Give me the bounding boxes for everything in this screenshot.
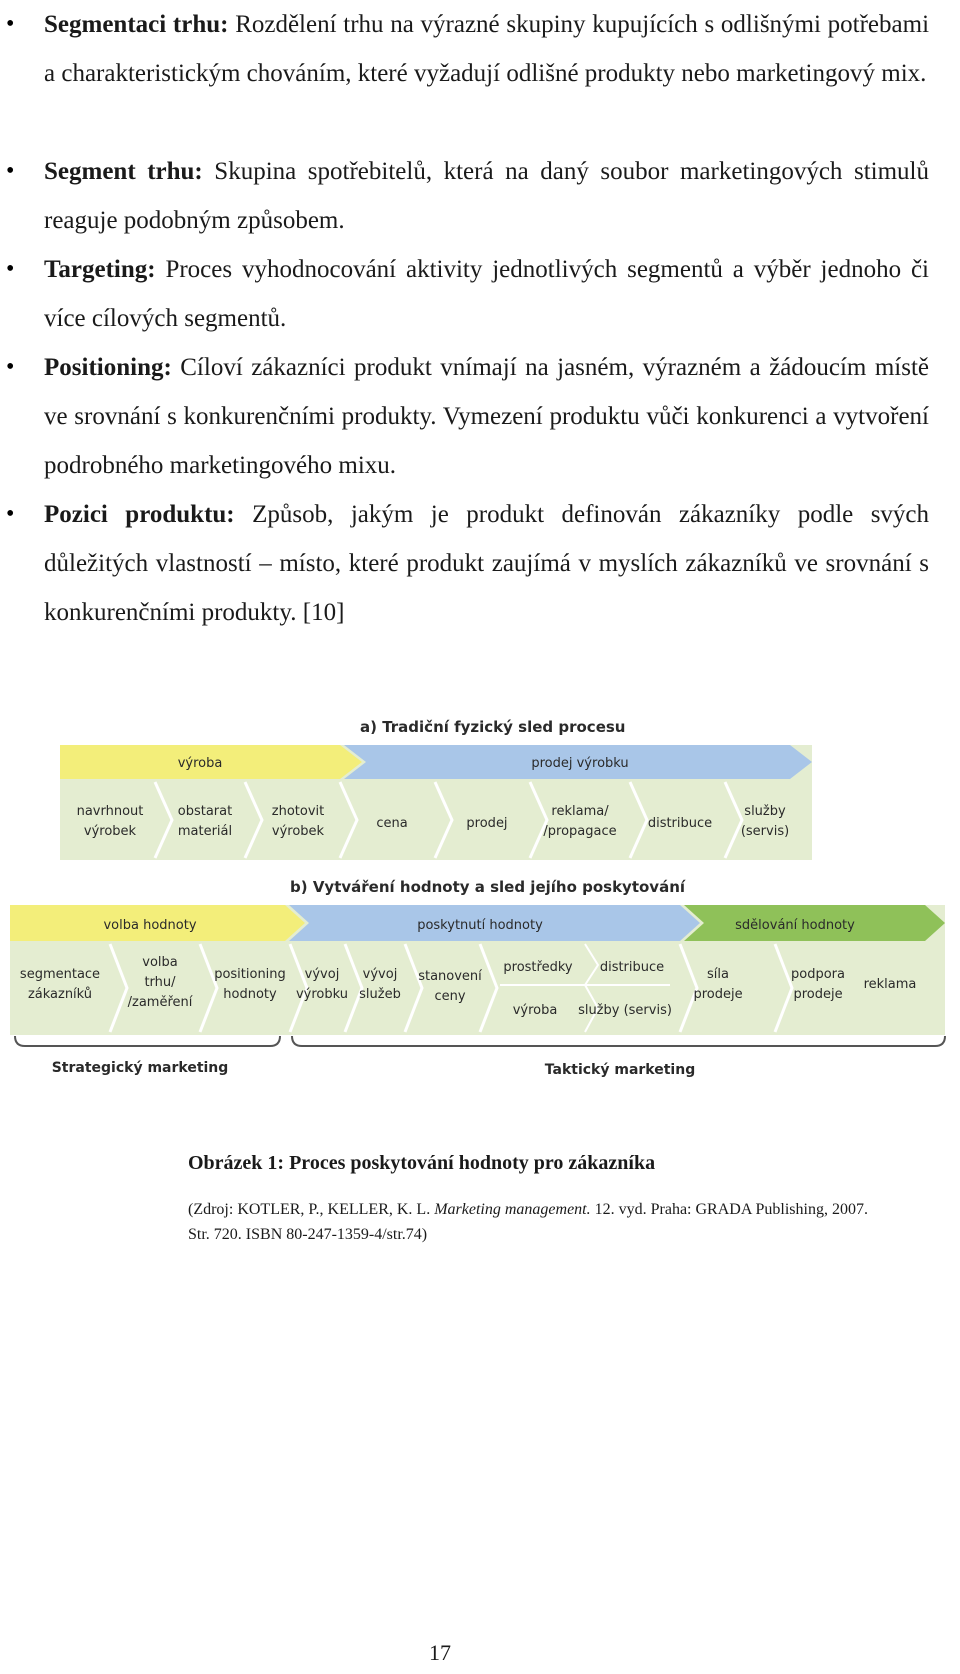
- bracket-strategic: [15, 1036, 280, 1046]
- bracket-strategic-label: Strategický marketing: [51, 1060, 229, 1076]
- figure-caption-source: [188, 1197, 868, 1247]
- figure-a-step-5-line1: prodej: [466, 816, 508, 831]
- figure-b-step-6-line2: ceny: [434, 989, 466, 1004]
- source-title: Marketing management.: [434, 1201, 591, 1218]
- figure-b-step-5-line1: vývoj: [362, 967, 398, 982]
- source-suffix: 12. vyd. Praha: GRADA Publishing, 2007. Str. 720. ISBN 80-247-1359-4/str.74): [188, 1201, 868, 1243]
- bullet-positioning: [44, 343, 929, 490]
- figure-a-title: a) Tradiční fyzický sled procesu: [360, 718, 626, 736]
- bullet-text: Rozdělení trhu na výrazné skupiny kupujících s odlišnými potřebami a charakteristickým chováním, které vyžadují odlišné produkty nebo marketingový mix.: [44, 11, 930, 87]
- figure-a-step-8-line1: služby: [744, 804, 786, 819]
- figure-a-step-4-line1: cena: [376, 816, 408, 831]
- figure-b-step-4-line2: výrobku: [295, 987, 349, 1002]
- figure-b-step-3-line2: hodnoty: [223, 987, 277, 1002]
- bullet-term: Pozici produktu:: [44, 501, 235, 528]
- figure-a-step-1-line1: navrhnout: [76, 804, 144, 819]
- figure-a-step-6-line1: reklama/: [551, 804, 609, 819]
- figure-a-step-8-line2: (servis): [740, 824, 790, 839]
- figure-b-sub-sluzby: služby (servis): [578, 1003, 672, 1018]
- figure-b-sub-vyroba: výroba: [512, 1003, 558, 1018]
- figure-b-step-8-line2: prodeje: [793, 987, 843, 1002]
- bracket-tactical: [292, 1036, 945, 1046]
- bullet-segmentace: [44, 0, 929, 98]
- bullet-targeting: [44, 245, 929, 343]
- figure-a-step-3-line1: zhotovit: [271, 804, 325, 819]
- bullet-segment-trhu: [44, 147, 929, 245]
- figure-a-step-2-line2: materiál: [177, 824, 233, 839]
- source-prefix: (Zdroj: KOTLER, P., KELLER, K. L.: [188, 1201, 431, 1218]
- figure-a-step-3-line2: výrobek: [271, 824, 325, 839]
- figure-b-step-4-line1: vývoj: [304, 967, 340, 982]
- figure-b-step-1-line1: segmentace: [19, 967, 101, 982]
- figure-a-step-2-line1: obstarat: [177, 804, 233, 819]
- figure-a-step-7-line1: distribuce: [647, 816, 713, 831]
- bullet-text: Způsob, jakým je produkt definován zákazníky podle svých důležitých vlastností – místo, které produkt zaujímá v myslích zákazníků ve srovnání s konkurenčními produkty. [10]: [44, 501, 930, 626]
- bracket-tactical-label: Taktický marketing: [544, 1062, 696, 1078]
- figure-a-step-1-line2: výrobek: [83, 824, 137, 839]
- bullet-term: Segmentaci trhu:: [44, 11, 229, 38]
- figure-b-band-choose-label: volba hodnoty: [103, 918, 197, 933]
- figure-b-title: b) Vytváření hodnoty a sled jejího poskytování: [290, 878, 686, 896]
- bullet-text: Cíloví zákazníci produkt vnímají na jasném, výrazném a žádoucím místě ve srovnání s konkurenčními produkty. Vymezení produktu vůči konkurenci a vytvoření podrobného marketingového mixu.: [44, 354, 929, 479]
- figure-b-step-7-line2: prodeje: [693, 987, 743, 1002]
- figure-b-step-8-line1: podpora: [791, 967, 845, 982]
- bullet-term: Segment trhu:: [44, 158, 203, 185]
- bullet-pozici-produktu: [44, 490, 929, 637]
- figure-b-step-1-line2: zákazníků: [27, 987, 93, 1002]
- figure-a-band-production-label: výroba: [177, 756, 223, 771]
- figure-b-step-5-line2: služeb: [359, 987, 401, 1002]
- figure-b-step-2-line2: trhu/: [144, 975, 176, 990]
- page-number: 17: [429, 1640, 451, 1665]
- bullet-term: Positioning:: [44, 354, 172, 381]
- bullet-term: Targeting:: [44, 256, 156, 283]
- figure-a-band-sales-label: prodej výrobku: [531, 756, 629, 771]
- figure-b-band-deliver-label: poskytnutí hodnoty: [417, 918, 543, 933]
- bullet-text: Skupina spotřebitelů, která na daný soubor marketingových stimulů reaguje podobným způsobem.: [44, 158, 929, 234]
- figure-b-step-2-line1: volba: [142, 955, 178, 970]
- figure-b-step-6-line1: stanovení: [418, 969, 482, 984]
- figure-b-step-9-line1: reklama: [863, 977, 917, 992]
- figure-b-band-communicate-label: sdělování hodnoty: [735, 918, 855, 933]
- bullet-text: Proces vyhodnocování aktivity jednotlivých segmentů a výběr jednoho či více cílových segmentů.: [44, 256, 929, 332]
- figure-caption-title: Obrázek 1: Proces poskytování hodnoty pro zákazníka: [188, 1152, 656, 1174]
- figure-a-step-6-line2: /propagace: [543, 824, 617, 839]
- figure-b-step-3-line1: positioning: [214, 967, 286, 982]
- figure-b-sub-distribuce: distribuce: [599, 960, 665, 975]
- figure-b-step-2-line3: /zaměření: [127, 995, 193, 1010]
- value-process-figure: [0, 700, 960, 1100]
- figure-b-step-7-line1: síla: [707, 967, 729, 982]
- figure-b-sub-prostredky: prostředky: [503, 960, 573, 975]
